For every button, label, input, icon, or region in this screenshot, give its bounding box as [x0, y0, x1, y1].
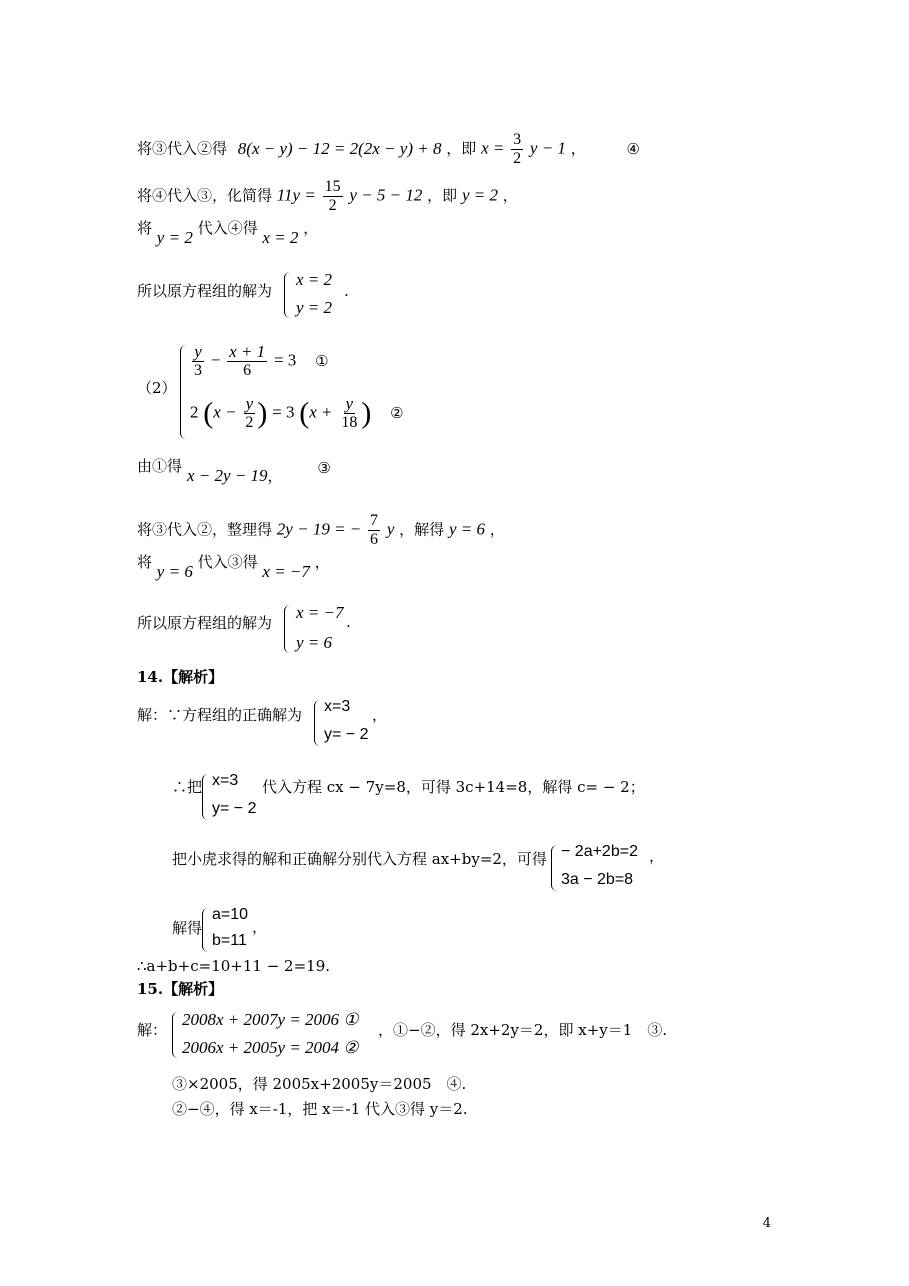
text: 将④代入③，化简得	[137, 186, 273, 205]
equation-tag: ④	[626, 139, 640, 158]
text: ，	[314, 553, 330, 571]
equation-rhs: y	[386, 519, 395, 539]
text: 将	[137, 219, 153, 237]
text: ，解得	[399, 520, 445, 539]
result: y = 2	[461, 185, 498, 205]
fraction	[192, 343, 204, 380]
brace	[551, 845, 560, 891]
brace	[284, 605, 293, 653]
text: 所以原方程组的解为	[137, 282, 273, 300]
system-row: x = 2	[296, 270, 333, 289]
system-row: x=3	[324, 698, 351, 715]
result: y = 6	[448, 519, 485, 539]
system-row	[182, 1010, 359, 1030]
numerator: 3	[513, 131, 522, 148]
equation-lhs: x =	[481, 138, 505, 158]
system-row: x = −7	[296, 603, 344, 622]
line-substitute-3-into-2	[137, 131, 640, 168]
line-substitute-y2	[137, 218, 319, 247]
denominator: 3	[194, 362, 202, 379]
equation: 8(x − y) − 12 = 2(2x − y) + 8	[237, 138, 442, 158]
system-row-1: $\frac{y}{3}$ − $\frac{x + 1}{6}$ = 3 ①	[194, 342, 329, 379]
text: 解得	[172, 919, 203, 937]
system-row: y = 2	[296, 298, 333, 317]
fraction	[243, 395, 255, 432]
system-row: y= − 2	[324, 726, 369, 743]
fraction	[227, 343, 267, 380]
denominator: 2	[245, 414, 254, 431]
system-row: y = 6	[296, 633, 333, 652]
brace	[180, 345, 189, 439]
denominator: 2	[328, 197, 337, 214]
text: ，	[502, 186, 518, 205]
equation-rhs: y − 1	[529, 138, 566, 158]
text: 所以原方程组的解为	[137, 614, 273, 632]
part-label: （2）	[137, 379, 177, 397]
system-row: a=10	[212, 906, 249, 923]
equation-system-15	[172, 1010, 392, 1062]
line-solution-1	[137, 281, 272, 301]
text: ∴a+b+c=10+11 − 2=19.	[137, 957, 331, 975]
denominator: 6	[370, 531, 379, 548]
fraction	[339, 395, 359, 432]
equation-tag: ③	[317, 459, 331, 477]
solution-system-1	[284, 270, 364, 322]
fraction	[323, 178, 343, 215]
page-number: 4	[762, 1216, 771, 1231]
text: ，	[303, 219, 319, 237]
text: 代入方程 cx − 7y=8，可得 3c+14=8，解得 c= − 2；	[262, 778, 645, 796]
brace	[202, 908, 211, 952]
system-row: − 2a+2b=2	[561, 843, 638, 860]
text: ③×2005，得 2005x+2005y＝2005 ④.	[172, 1075, 467, 1093]
text: ，①−②，得 2x+2y＝2，即 x+y＝1 ③.	[378, 1021, 668, 1039]
equation: x = −7	[262, 562, 310, 581]
text: 由①得	[137, 457, 183, 475]
term: x −	[213, 402, 237, 422]
equation-rhs: = 3	[273, 350, 297, 370]
numerator: y	[245, 394, 254, 413]
numerator: 7	[370, 512, 379, 529]
system-row	[182, 1038, 359, 1058]
equation-lhs: 11y =	[276, 185, 316, 205]
substitute-system	[202, 772, 262, 824]
text: ②−④，得 x＝-1，把 x＝-1 代入③得 y＝2.	[172, 1100, 468, 1118]
equation: 2008x + 2007y = 2006	[182, 1010, 340, 1029]
line-substitute-3-into-2b	[137, 512, 505, 549]
system-row-2: 2 (x − $\frac{y}{2}$ ) = 3 (x + $\frac{y}{18}$ ) ②	[190, 394, 404, 431]
text: ∴把	[172, 778, 203, 796]
text: 代入③得	[197, 553, 258, 571]
equation: x = 2	[262, 228, 299, 247]
equation-rhs: y − 5 − 12	[349, 185, 423, 205]
text: 解：∵方程组的正确解为	[137, 706, 303, 724]
coefficient: 2	[190, 402, 199, 422]
equation-rhs: = 3	[272, 402, 295, 422]
text: .	[344, 282, 349, 300]
equation: 2006x + 2005y = 2004	[182, 1038, 340, 1057]
text: .	[346, 613, 351, 631]
equation-lhs: 2y − 19 = −	[276, 519, 362, 539]
numerator: y	[345, 394, 354, 413]
line-from-1-eq	[187, 459, 331, 486]
numerator: 15	[324, 178, 341, 195]
text: ，	[489, 520, 505, 539]
fraction	[511, 131, 523, 168]
fraction	[368, 512, 380, 549]
equation-tag: ①	[315, 351, 329, 370]
coefficient-system	[551, 843, 671, 895]
brace	[314, 700, 323, 746]
brace	[202, 774, 211, 820]
text: ，	[649, 847, 665, 865]
line-from-1	[137, 456, 182, 476]
denominator: 18	[341, 414, 358, 431]
section-heading-15: 15.【解析】	[137, 980, 224, 998]
system-row: 3a − 2b=8	[561, 871, 634, 888]
text: ，	[267, 467, 283, 485]
equation-system-2	[180, 343, 440, 443]
line-substitute-4-into-3	[137, 178, 518, 215]
brace	[284, 272, 293, 318]
equation: y = 2	[156, 228, 193, 247]
term: x +	[309, 402, 333, 422]
equation-tag: ①	[343, 1010, 359, 1029]
text: 将③代入②得	[137, 139, 228, 158]
numerator: x + 1	[229, 342, 266, 361]
correct-solution-system	[314, 698, 404, 750]
equation: x − 2y − 19	[187, 466, 268, 485]
ab-solution-system	[202, 906, 282, 956]
system-row: y= − 2	[212, 800, 257, 817]
text: 解：	[137, 1021, 168, 1039]
denominator: 2	[513, 150, 522, 167]
system-row: b=11	[212, 932, 247, 949]
text: ，	[570, 139, 586, 158]
brace	[172, 1012, 181, 1058]
line-substitute-y6	[137, 552, 330, 581]
text: 将	[137, 553, 153, 571]
equation-tag: ②	[343, 1038, 359, 1057]
text: 将③代入②，整理得	[137, 520, 273, 539]
equation-tag: ②	[390, 403, 404, 422]
text: 代入④得	[197, 219, 258, 237]
text: ，	[372, 706, 388, 724]
section-heading-14: 14.【解析】	[137, 668, 224, 686]
equation: y = 6	[156, 562, 193, 581]
denominator: 6	[243, 362, 252, 379]
text: 把小虎求得的解和正确解分别代入方程 ax+by=2，可得	[172, 850, 547, 868]
solution-system-2	[284, 603, 374, 657]
line-solution-2	[137, 613, 272, 633]
numerator: y	[194, 342, 202, 361]
text: ，即	[427, 186, 458, 205]
system-row: x=3	[212, 772, 239, 789]
text: ，	[252, 918, 268, 936]
text: ，即	[446, 139, 477, 158]
